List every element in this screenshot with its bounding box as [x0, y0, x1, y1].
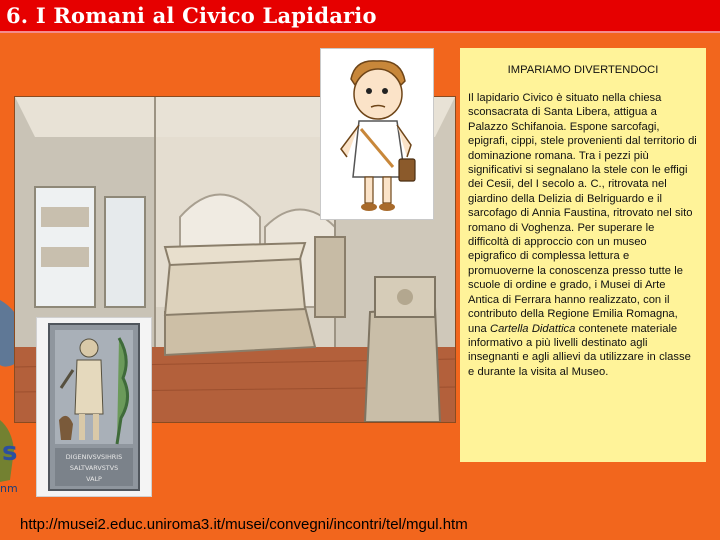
stele-inscription-line-2: SALTVARVSTVS	[69, 464, 119, 472]
body-text-part-1: Il lapidario Civico è situato nella chiesa sconsacrata di Santa Libera, attigua a Palazzo Schifanoia. Espone sarcofagi, epigrafi, cippi, stele provenienti dal territorio di dominazione romana. Tra i pezzi più significativi si segnalano la stele con le effigi dei Cesii, del I secolo a. C., ritrovata nel giardino della Delizia di Belriguardo e il sarcofago di Annia Faustina, ritrovato nel sito romano di Voghenza. Per superare le difficoltà di approccio con un museo epigrafico di complessa lettura e promuoverne la conoscenza presso tutte le scuole di ordine e grado, i Musei di Arte Antica di Ferrara hanno realizzato, con il contributo della Regione Emilia Romagna, una	[468, 92, 697, 335]
body-text-part-2: contenete materiale informativo a più livelli destinato agli insegnanti e agli allievi da utilizzare in classe e durante la visita al Museo.	[468, 322, 691, 378]
text-box-heading: IMPARIAMO DIVERTENDOCI	[507, 64, 659, 76]
cartoon-boy-image	[320, 48, 434, 220]
body-text-italic: Cartella Didattica	[489, 322, 576, 335]
title-divider	[0, 31, 720, 33]
stele-inscription-line-3: VALP	[86, 475, 102, 483]
svg-text:s: s	[2, 437, 18, 467]
roman-stele-image	[36, 317, 152, 497]
title-bar	[0, 0, 720, 33]
footer-url-link[interactable]: http://musei2.educ.uniroma3.it/musei/convegni/incontri/tel/mgul.htm	[20, 516, 468, 533]
info-text-box	[460, 48, 706, 462]
svg-text:nm: nm	[0, 482, 18, 495]
text-box-body	[468, 91, 698, 379]
stele-inscription-line-1: DIGENIVSVSIHRIS	[65, 453, 123, 461]
slide-title: 6. I Romani al Civico Lapidario	[6, 3, 377, 28]
